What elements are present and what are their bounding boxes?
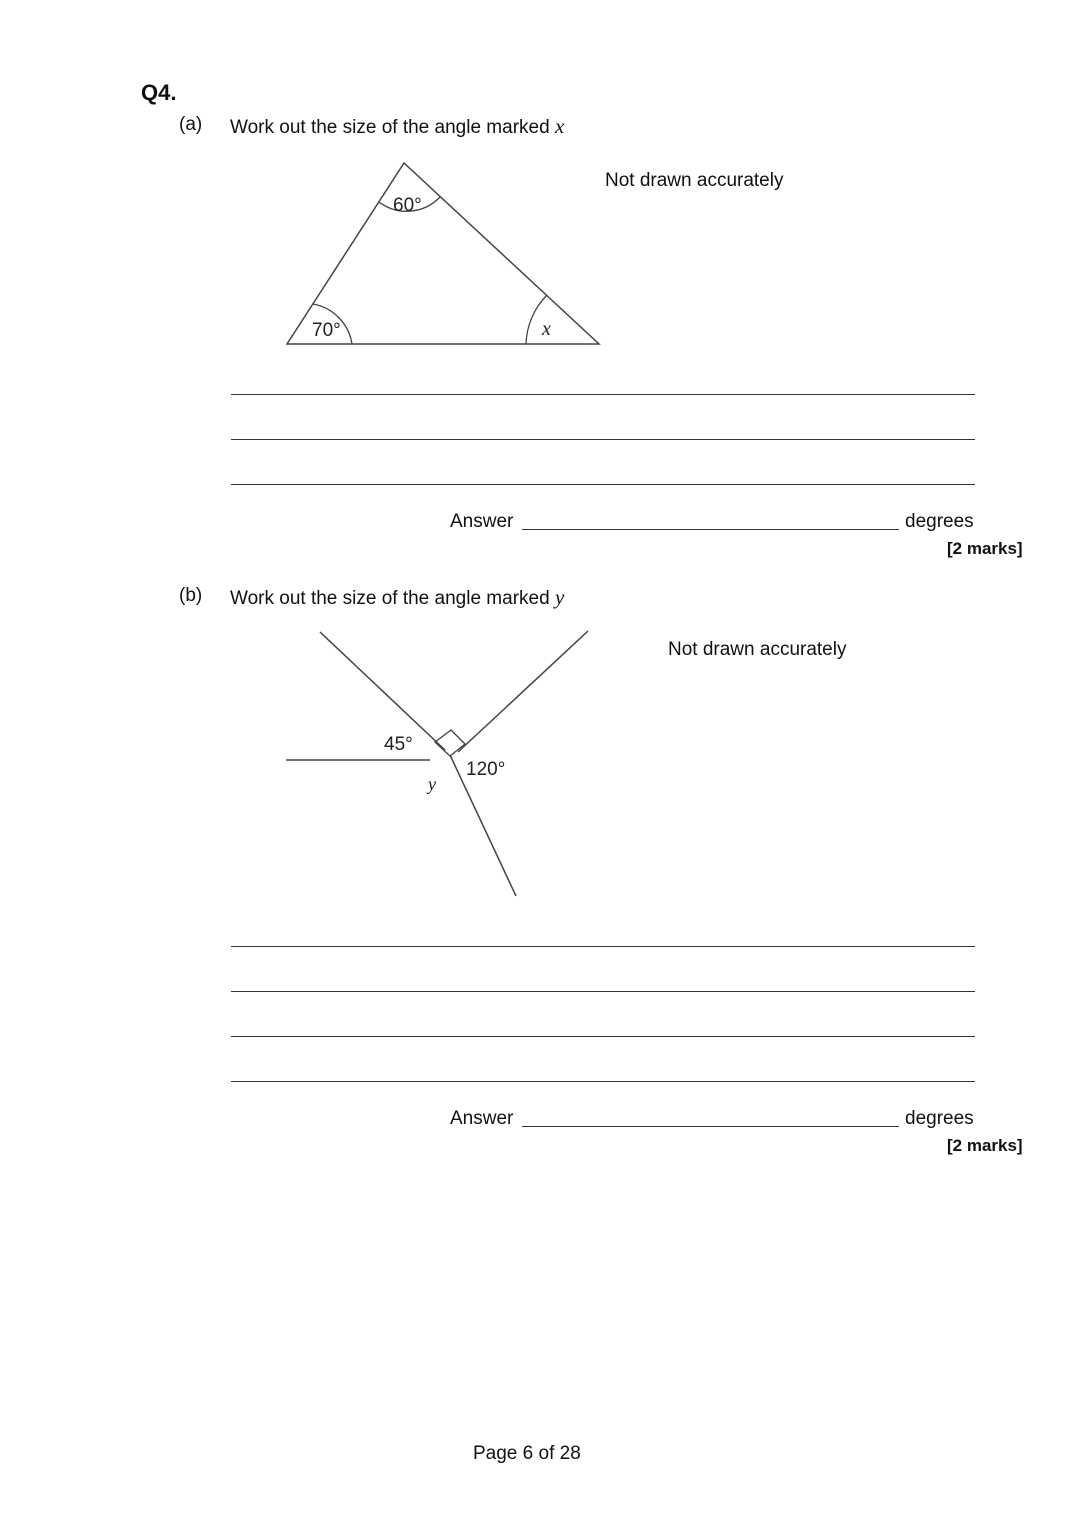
working-line (231, 946, 975, 947)
page-number: Page 6 of 28 (473, 1443, 581, 1464)
top-angle-label: 60° (393, 195, 422, 216)
part-a-units: degrees (905, 511, 974, 532)
part-b-variable: y (554, 585, 565, 609)
part-a-not-drawn-note: Not drawn accurately (605, 170, 784, 191)
question-number: Q4. (141, 80, 177, 105)
right-angle-label: x (542, 318, 551, 340)
working-line (231, 439, 975, 440)
angle-120-label: 120° (466, 759, 506, 780)
part-a-prompt (230, 114, 564, 139)
working-line (231, 1036, 975, 1037)
intersecting-lines-diagram (270, 620, 610, 910)
part-b-not-drawn-note: Not drawn accurately (668, 639, 847, 660)
working-line (231, 484, 975, 485)
part-b-label: (b) (179, 585, 203, 606)
working-line (231, 1081, 975, 1082)
upper-left-line (320, 632, 445, 750)
working-line (231, 991, 975, 992)
part-a-variable: x (554, 114, 565, 138)
part-b-answer-field[interactable] (522, 1126, 899, 1127)
part-b-prompt-text: Work out the size of the angle marked (230, 588, 550, 609)
part-a-answer-field[interactable] (522, 529, 899, 530)
part-a-marks: [2 marks] (947, 539, 1023, 558)
working-line (231, 394, 975, 395)
upper-right-line (458, 631, 588, 752)
part-b-marks: [2 marks] (947, 1136, 1023, 1155)
part-b-prompt (230, 585, 564, 610)
part-a-prompt-text: Work out the size of the angle marked (230, 117, 550, 138)
part-b-answer-label: Answer (450, 1108, 514, 1129)
part-a-answer-label: Answer (450, 511, 514, 532)
triangle-diagram (270, 150, 620, 360)
left-angle-label: 70° (312, 320, 341, 341)
right-angle-marker (435, 730, 465, 756)
triangle-shape (287, 163, 599, 344)
part-a-label: (a) (179, 114, 203, 135)
angle-y-label: y (428, 774, 436, 794)
angle-45-label: 45° (384, 734, 413, 755)
part-b-units: degrees (905, 1108, 974, 1129)
